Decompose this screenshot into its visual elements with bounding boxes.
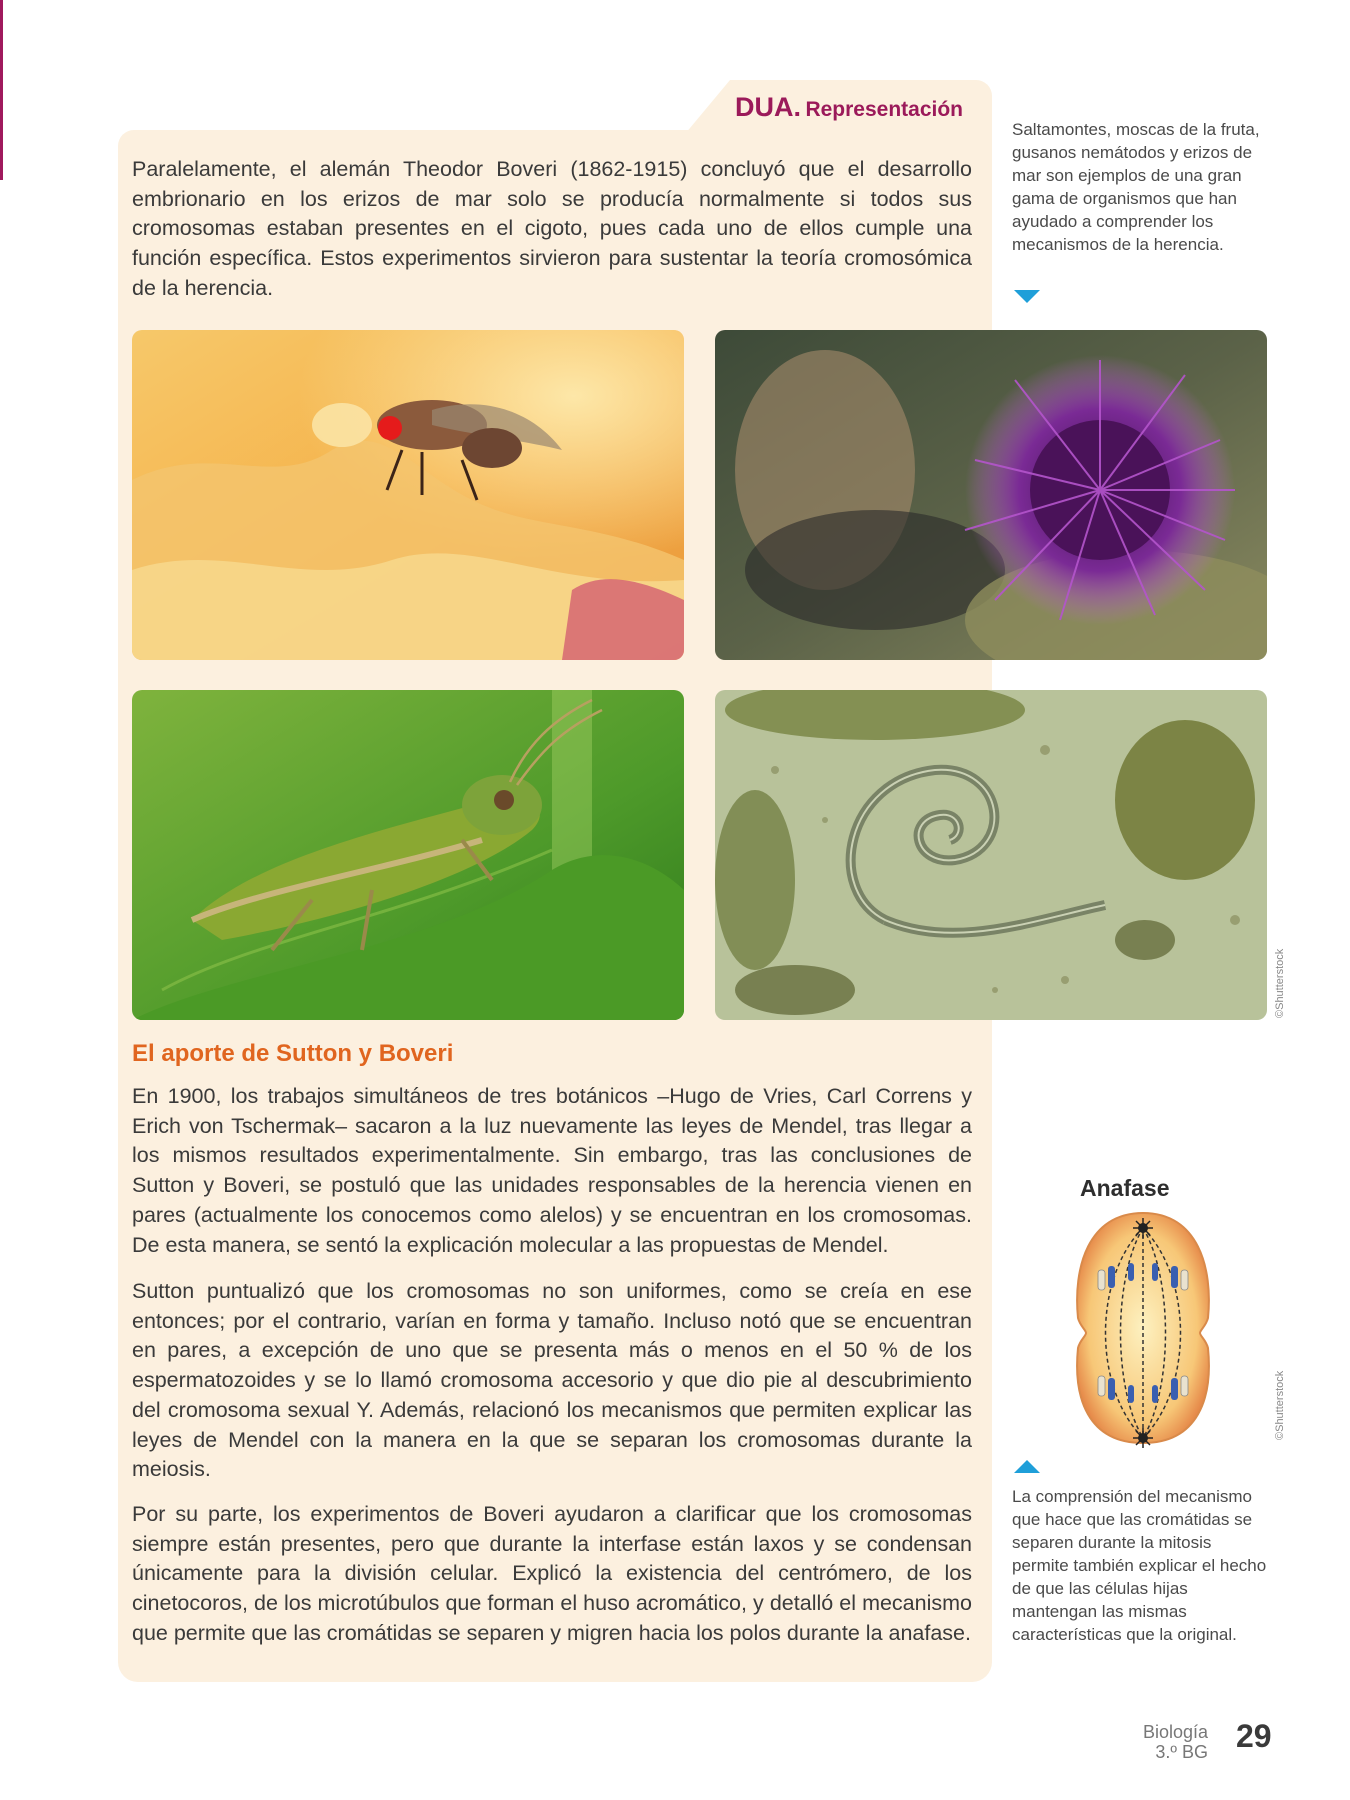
triangle-up-icon bbox=[1014, 1460, 1040, 1473]
dua-category: Representación bbox=[805, 98, 964, 121]
triangle-down-icon bbox=[1014, 290, 1040, 303]
section-title: El aporte de Sutton y Boveri bbox=[132, 1040, 454, 1067]
intro-paragraph: Paralelamente, el alemán Theodor Boveri (1862-1915) concluyó que el desarrollo embrionario en los erizos de mar solo se producía normalmente si todos sus cromosomas estaban presentes en el cigoto, pues cada uno de ellos cumple una función específica. Estos experimentos sirvieron para sustentar la teoría cromosómica de la herencia. bbox=[132, 157, 972, 300]
side-note-anaphase: La comprensión del mecanismo que hace que las cromátidas se separen durante la mitosis permite también explicar el hecho de que las células hijas mantengan las mismas características que la original. bbox=[1012, 1487, 1267, 1644]
anaphase-cell-diagram bbox=[1068, 1208, 1218, 1448]
footer-subject bbox=[1143, 1722, 1208, 1762]
nematode-photo bbox=[715, 690, 1267, 1020]
side-note-organisms: Saltamontes, moscas de la fruta, gusanos nemátodos y erizos de mar son ejemplos de una gran gama de organismos que han ayudado a comprender los mecanismos de la herencia. bbox=[1012, 120, 1260, 254]
grasshopper-photo bbox=[132, 690, 684, 1020]
section-paragraph-3: Por su parte, los experimentos de Boveri ayudaron a clarificar que los cromosomas siempre están presentes, pero que durante la interfase están laxos y se condensan únicamente para la división celular. Explicó la existencia del centrómero, de los cinetocoros, de los microtúbulos que forman el huso acromático, y detalló el mecanismo que permite que las cromátidas se separen y migren hacia los polos durante la anafase. bbox=[132, 1502, 972, 1645]
diagram-title: Anafase bbox=[1080, 1175, 1170, 1201]
grade-label: 3.º BG bbox=[1155, 1742, 1208, 1762]
subject-name: Biología bbox=[1142, 1722, 1208, 1742]
photo-credit: ©Shutterstock bbox=[1274, 948, 1286, 1018]
edge-accent-bar bbox=[0, 0, 3, 180]
dua-prefix: DUA. bbox=[735, 92, 801, 122]
page-number: 29 bbox=[1236, 1718, 1272, 1754]
section-paragraph-2: Sutton puntualizó que los cromosomas no son uniformes, como se creía en ese entonces; por el contrario, varían en forma y tamaño. Incluso notó que se encuentran en pares, a excepción de uno que se presenta más o menos en el 50 % de los espermatozoides y se lo llamó cromosoma accesorio y que dio pie al descubrimiento del cromosoma sexual Y. Además, relacionó los mecanismos que permiten explicar las leyes de Mendel con la manera en la que se separan los cromosomas durante la meiosis. bbox=[132, 1279, 972, 1482]
diagram-credit: ©Shutterstock bbox=[1274, 1370, 1286, 1440]
fruit-fly-photo bbox=[132, 330, 684, 660]
dua-label bbox=[735, 92, 963, 123]
section-paragraph-1: En 1900, los trabajos simultáneos de tres botánicos –Hugo de Vries, Carl Correns y Erich von Tschermak– sacaron a la luz nuevamente las leyes de Mendel, tras llegar a los mismos resultados experimentalmente. Sin embargo, tras las conclusiones de Sutton y Boveri, se postuló que las unidades responsables de la herencia vienen en pares (actualmente los conocemos como alelos) y se encuentran en los cromosomas. De esta manera, se sentó la explicación molecular a las propuestas de Mendel. bbox=[132, 1084, 972, 1257]
sea-urchin-photo bbox=[715, 330, 1267, 660]
